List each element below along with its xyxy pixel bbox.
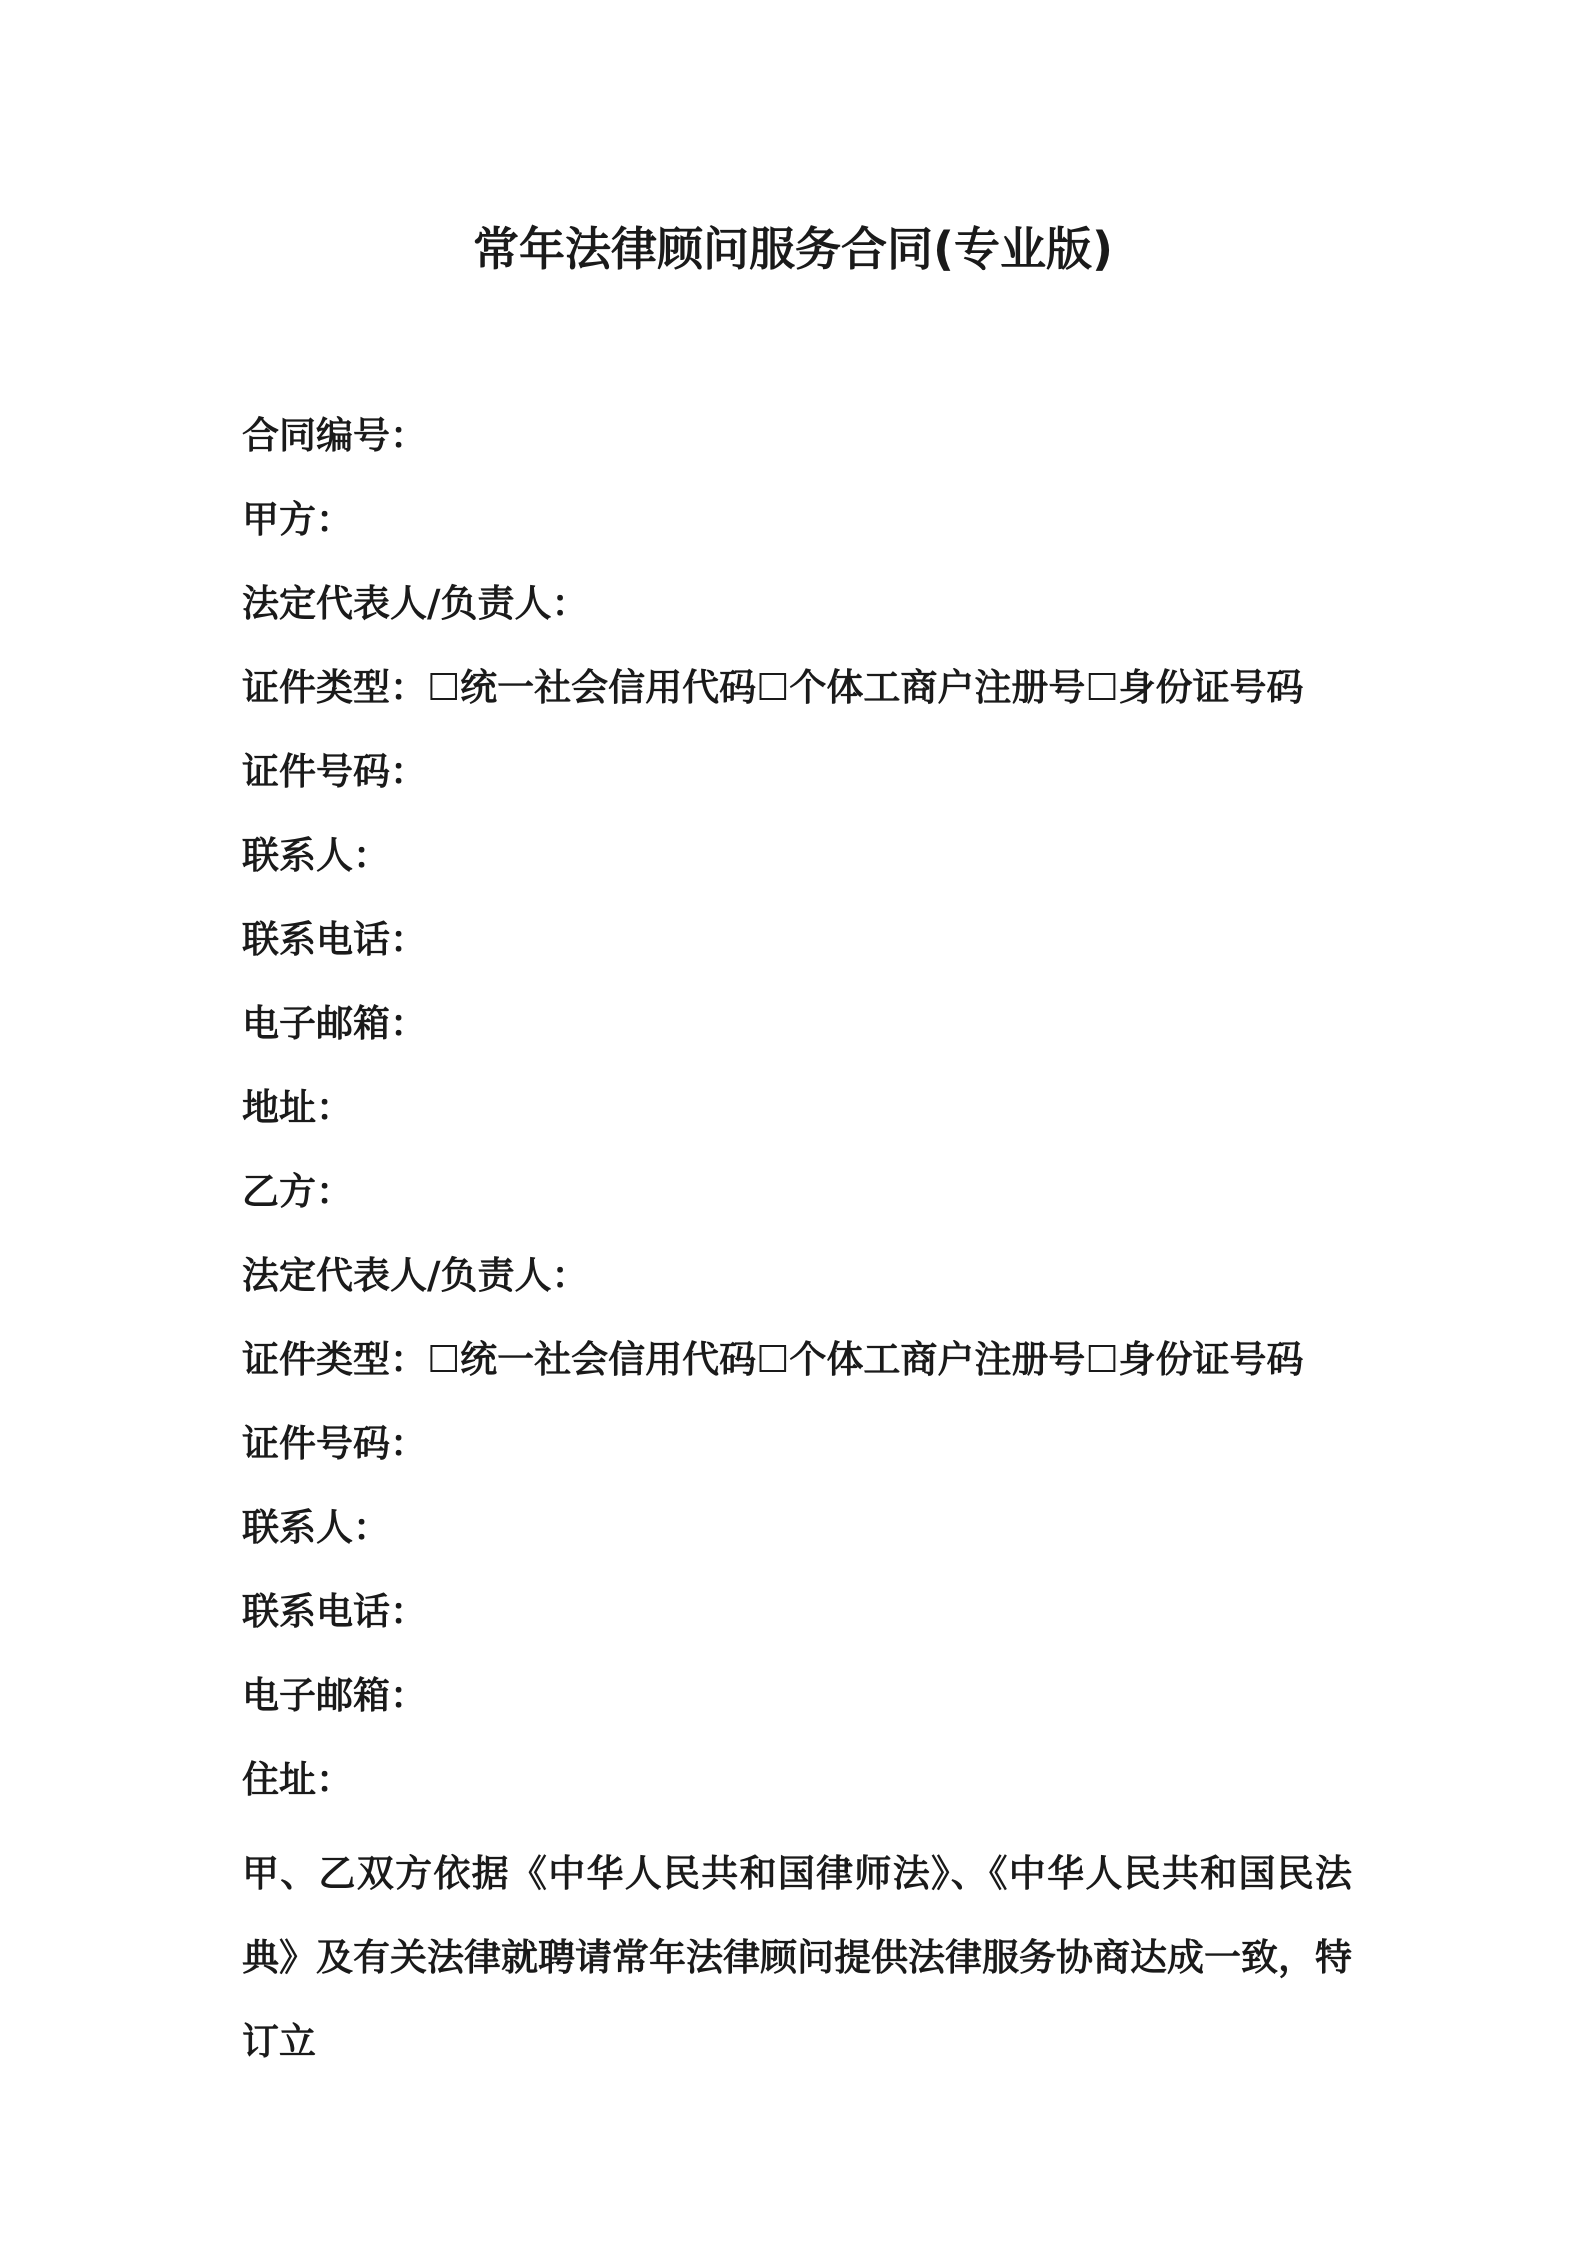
contract-title: 常年法律顾问服务合同(专业版) <box>472 222 1114 276</box>
field-party-b: 乙方： <box>242 1170 353 1213</box>
field-party-b-id-number: 证件号码： <box>242 1422 427 1465</box>
field-party-a-id-number: 证件号码： <box>242 750 427 793</box>
field-party-a-email: 电子邮箱： <box>242 1002 427 1045</box>
field-party-a-id-type: 证件类型：☐统一社会信用代码☐个体工商户注册号☐身份证号码 <box>242 666 1304 709</box>
field-party-a-address: 地址： <box>242 1086 353 1129</box>
contract-fields <box>242 404 1352 2084</box>
field-party-b-representative: 法定代表人/负责人： <box>242 1254 589 1297</box>
field-party-a-contact: 联系人： <box>242 834 390 877</box>
field-party-b-phone: 联系电话： <box>242 1590 427 1633</box>
field-party-a-phone: 联系电话： <box>242 918 427 961</box>
field-party-b-email: 电子邮箱： <box>242 1674 427 1717</box>
field-party-a: 甲方： <box>242 498 353 541</box>
field-contract-number: 合同编号： <box>242 414 427 457</box>
intro-paragraph: 甲、乙双方依据《中华人民共和国律师法》、《中华人民共和国民法典》及有关法律就聘请常年法律顾问提供法律服务协商达成一致，特订立 <box>242 1852 1352 2063</box>
field-party-b-residence: 住址： <box>242 1758 353 1801</box>
field-party-a-representative: 法定代表人/负责人： <box>242 582 589 625</box>
field-party-b-contact: 联系人： <box>242 1506 390 1549</box>
field-party-b-id-type: 证件类型：☐统一社会信用代码☐个体工商户注册号☐身份证号码 <box>242 1338 1304 1381</box>
